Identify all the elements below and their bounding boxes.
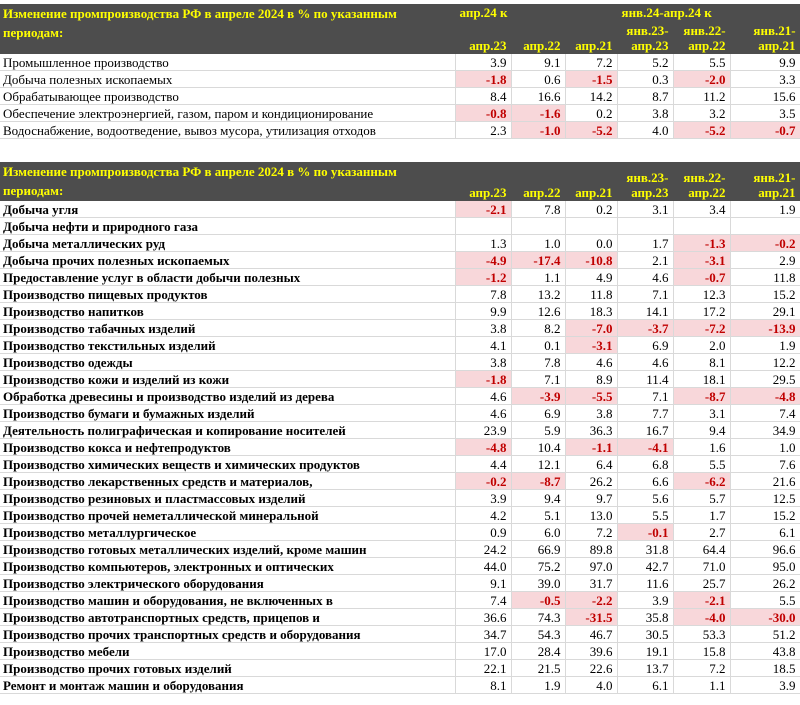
value-cell: 9.7: [565, 490, 617, 507]
value-cell: 9.9: [730, 54, 800, 71]
table-row: [0, 88, 800, 105]
value-cell: 2.1: [617, 252, 673, 269]
value-cell: 9.4: [511, 490, 565, 507]
value-cell: -0.2: [455, 473, 511, 490]
value-cell: 71.0: [673, 558, 730, 575]
value-cell: 2.0: [673, 337, 730, 354]
row-label: Деятельность полиграфическая и копирование носителей: [0, 422, 455, 439]
table2-col-header: апр.21: [565, 162, 617, 201]
table-row: [0, 371, 800, 388]
value-cell: -5.2: [673, 122, 730, 139]
row-label: Производство одежды: [0, 354, 455, 371]
value-cell: 7.1: [617, 286, 673, 303]
row-label: Производство химических веществ и химических продуктов: [0, 456, 455, 473]
value-cell: 11.2: [673, 88, 730, 105]
value-cell: 31.7: [565, 575, 617, 592]
table-row: [0, 303, 800, 320]
table1-col-header: апр.21: [565, 23, 617, 54]
row-label: Производство напитков: [0, 303, 455, 320]
value-cell: 0.2: [565, 105, 617, 122]
value-cell: 39.0: [511, 575, 565, 592]
value-cell: 1.1: [511, 269, 565, 286]
value-cell: 3.9: [730, 677, 800, 694]
value-cell: 5.9: [511, 422, 565, 439]
value-cell: 12.2: [730, 354, 800, 371]
value-cell: 8.9: [565, 371, 617, 388]
value-cell: 23.9: [455, 422, 511, 439]
value-cell: 30.5: [617, 626, 673, 643]
value-cell: 24.2: [455, 541, 511, 558]
table-row: [0, 235, 800, 252]
value-cell: 6.4: [565, 456, 617, 473]
table2-col-header: апр.23: [455, 162, 511, 201]
table1-group-jan-apr24: янв.24-апр.24 к: [617, 4, 800, 23]
value-cell: 0.6: [511, 71, 565, 88]
table-industry-breakdown: [0, 162, 800, 694]
value-cell: [617, 218, 673, 235]
value-cell: 3.1: [617, 201, 673, 218]
value-cell: 51.2: [730, 626, 800, 643]
row-label: Промышленное производство: [0, 54, 455, 71]
value-cell: 12.5: [730, 490, 800, 507]
value-cell: 21.5: [511, 660, 565, 677]
value-cell: 7.8: [511, 201, 565, 218]
value-cell: 7.2: [565, 524, 617, 541]
value-cell: -0.5: [511, 592, 565, 609]
table-row: [0, 558, 800, 575]
value-cell: [511, 218, 565, 235]
value-cell: 1.9: [730, 201, 800, 218]
row-label: Производство электрического оборудования: [0, 575, 455, 592]
value-cell: 6.8: [617, 456, 673, 473]
value-cell: 19.1: [617, 643, 673, 660]
value-cell: -1.8: [455, 371, 511, 388]
row-label: Обработка древесины и производство изделий из дерева: [0, 388, 455, 405]
value-cell: 22.6: [565, 660, 617, 677]
table-row: [0, 337, 800, 354]
value-cell: -2.0: [673, 71, 730, 88]
table-row: [0, 218, 800, 235]
value-cell: 14.2: [565, 88, 617, 105]
value-cell: -10.8: [565, 252, 617, 269]
table1-col-header: янв.21-апр.21: [730, 23, 800, 54]
value-cell: 21.6: [730, 473, 800, 490]
value-cell: 6.6: [617, 473, 673, 490]
value-cell: 4.0: [617, 122, 673, 139]
value-cell: 66.9: [511, 541, 565, 558]
value-cell: 6.1: [617, 677, 673, 694]
value-cell: 2.7: [673, 524, 730, 541]
table-row: [0, 71, 800, 88]
value-cell: -4.8: [455, 439, 511, 456]
value-cell: 4.6: [617, 354, 673, 371]
value-cell: -5.5: [565, 388, 617, 405]
value-cell: 64.4: [673, 541, 730, 558]
row-label: Производство прочих транспортных средств и оборудования: [0, 626, 455, 643]
value-cell: 3.8: [565, 405, 617, 422]
value-cell: -0.1: [617, 524, 673, 541]
table2-col-header: апр.22: [511, 162, 565, 201]
value-cell: [455, 218, 511, 235]
value-cell: 8.1: [455, 677, 511, 694]
value-cell: 2.3: [455, 122, 511, 139]
table-row: [0, 269, 800, 286]
value-cell: 44.0: [455, 558, 511, 575]
table-row: [0, 609, 800, 626]
value-cell: 5.7: [673, 490, 730, 507]
table-row: [0, 643, 800, 660]
value-cell: -8.7: [673, 388, 730, 405]
value-cell: 5.5: [730, 592, 800, 609]
value-cell: 11.4: [617, 371, 673, 388]
value-cell: 0.2: [565, 201, 617, 218]
value-cell: 9.1: [455, 575, 511, 592]
value-cell: 53.3: [673, 626, 730, 643]
row-label: Обеспечение электроэнергией, газом, паром и кондиционирование: [0, 105, 455, 122]
row-label: Производство компьютеров, электронных и оптических: [0, 558, 455, 575]
value-cell: 0.1: [511, 337, 565, 354]
spacer: [0, 148, 800, 162]
row-label: Предоставление услуг в области добычи полезных: [0, 269, 455, 286]
value-cell: 7.7: [617, 405, 673, 422]
table-row: [0, 660, 800, 677]
row-label: Добыча полезных ископаемых: [0, 71, 455, 88]
value-cell: 26.2: [565, 473, 617, 490]
value-cell: 36.6: [455, 609, 511, 626]
value-cell: 6.1: [730, 524, 800, 541]
value-cell: 39.6: [565, 643, 617, 660]
value-cell: 29.5: [730, 371, 800, 388]
value-cell: 3.8: [455, 320, 511, 337]
value-cell: 4.6: [455, 388, 511, 405]
value-cell: 97.0: [565, 558, 617, 575]
value-cell: 16.7: [617, 422, 673, 439]
value-cell: 3.8: [455, 354, 511, 371]
value-cell: 95.0: [730, 558, 800, 575]
value-cell: 3.4: [673, 201, 730, 218]
table-row: [0, 252, 800, 269]
row-label: Добыча угля: [0, 201, 455, 218]
value-cell: -4.8: [730, 388, 800, 405]
value-cell: 1.9: [730, 337, 800, 354]
value-cell: -3.1: [673, 252, 730, 269]
value-cell: -17.4: [511, 252, 565, 269]
value-cell: 8.2: [511, 320, 565, 337]
value-cell: -3.7: [617, 320, 673, 337]
row-label: Производство табачных изделий: [0, 320, 455, 337]
value-cell: -2.1: [455, 201, 511, 218]
value-cell: 7.4: [455, 592, 511, 609]
value-cell: 6.9: [617, 337, 673, 354]
row-label: Обрабатывающее производство: [0, 88, 455, 105]
table-row: [0, 54, 800, 71]
value-cell: -3.1: [565, 337, 617, 354]
table-row: [0, 575, 800, 592]
value-cell: 13.0: [565, 507, 617, 524]
value-cell: 17.2: [673, 303, 730, 320]
table-row: [0, 320, 800, 337]
value-cell: 8.4: [455, 88, 511, 105]
value-cell: [730, 218, 800, 235]
row-label: Производство прочих готовых изделий: [0, 660, 455, 677]
value-cell: 9.1: [511, 54, 565, 71]
value-cell: -7.0: [565, 320, 617, 337]
table-row: [0, 286, 800, 303]
value-cell: -0.7: [673, 269, 730, 286]
value-cell: 2.9: [730, 252, 800, 269]
value-cell: 89.8: [565, 541, 617, 558]
value-cell: 7.6: [730, 456, 800, 473]
table2-header-row: [0, 162, 800, 201]
value-cell: 75.2: [511, 558, 565, 575]
value-cell: 3.9: [617, 592, 673, 609]
table2-col-header: янв.21-апр.21: [730, 162, 800, 201]
value-cell: 7.8: [511, 354, 565, 371]
value-cell: 5.5: [673, 54, 730, 71]
value-cell: 13.7: [617, 660, 673, 677]
value-cell: 15.8: [673, 643, 730, 660]
value-cell: 7.8: [455, 286, 511, 303]
value-cell: -4.1: [617, 439, 673, 456]
value-cell: -0.2: [730, 235, 800, 252]
value-cell: 4.6: [565, 354, 617, 371]
value-cell: -4.0: [673, 609, 730, 626]
value-cell: 26.2: [730, 575, 800, 592]
value-cell: 5.5: [617, 507, 673, 524]
value-cell: 15.6: [730, 88, 800, 105]
value-cell: 3.1: [673, 405, 730, 422]
value-cell: -4.9: [455, 252, 511, 269]
table-row: [0, 105, 800, 122]
value-cell: -1.6: [511, 105, 565, 122]
value-cell: 11.6: [617, 575, 673, 592]
value-cell: -30.0: [730, 609, 800, 626]
row-label: Добыча нефти и природного газа: [0, 218, 455, 235]
table2-title: Изменение промпроизводства РФ в апреле 2024 в % по указанным периодам:: [0, 162, 455, 201]
value-cell: 3.3: [730, 71, 800, 88]
table-row: [0, 507, 800, 524]
value-cell: 6.9: [511, 405, 565, 422]
row-label: Производство мебели: [0, 643, 455, 660]
value-cell: 5.2: [617, 54, 673, 71]
table1-title: Изменение промпроизводства РФ в апреле 2024 в % по указанным периодам:: [0, 4, 455, 54]
table1-group-header-row: [0, 4, 800, 23]
value-cell: 36.3: [565, 422, 617, 439]
value-cell: 34.9: [730, 422, 800, 439]
value-cell: -7.2: [673, 320, 730, 337]
value-cell: 3.2: [673, 105, 730, 122]
value-cell: 22.1: [455, 660, 511, 677]
value-cell: 7.1: [617, 388, 673, 405]
value-cell: 12.6: [511, 303, 565, 320]
value-cell: -1.1: [565, 439, 617, 456]
value-cell: 7.4: [730, 405, 800, 422]
table-row: [0, 354, 800, 371]
value-cell: -0.8: [455, 105, 511, 122]
value-cell: 34.7: [455, 626, 511, 643]
value-cell: 74.3: [511, 609, 565, 626]
value-cell: 0.9: [455, 524, 511, 541]
value-cell: [673, 218, 730, 235]
table-row: [0, 388, 800, 405]
table-row: [0, 122, 800, 139]
value-cell: 1.1: [673, 677, 730, 694]
value-cell: 1.3: [455, 235, 511, 252]
table-row: [0, 524, 800, 541]
row-label: Производство кожи и изделий из кожи: [0, 371, 455, 388]
value-cell: -2.2: [565, 592, 617, 609]
value-cell: 18.3: [565, 303, 617, 320]
value-cell: 18.5: [730, 660, 800, 677]
value-cell: -1.2: [455, 269, 511, 286]
value-cell: 31.8: [617, 541, 673, 558]
value-cell: 1.7: [673, 507, 730, 524]
value-cell: 1.0: [730, 439, 800, 456]
value-cell: 6.0: [511, 524, 565, 541]
row-label: Производство лекарственных средств и материалов,: [0, 473, 455, 490]
value-cell: 17.0: [455, 643, 511, 660]
value-cell: 1.0: [511, 235, 565, 252]
value-cell: 7.2: [673, 660, 730, 677]
table-row: [0, 490, 800, 507]
value-cell: 29.1: [730, 303, 800, 320]
value-cell: 43.8: [730, 643, 800, 660]
value-cell: 7.2: [565, 54, 617, 71]
value-cell: 5.1: [511, 507, 565, 524]
value-cell: 3.9: [455, 490, 511, 507]
table-row: [0, 541, 800, 558]
value-cell: [565, 218, 617, 235]
value-cell: 35.8: [617, 609, 673, 626]
value-cell: 4.0: [565, 677, 617, 694]
value-cell: 1.7: [617, 235, 673, 252]
value-cell: 11.8: [565, 286, 617, 303]
value-cell: 4.6: [455, 405, 511, 422]
value-cell: 54.3: [511, 626, 565, 643]
value-cell: 15.2: [730, 286, 800, 303]
value-cell: 18.1: [673, 371, 730, 388]
row-label: Производство пищевых продуктов: [0, 286, 455, 303]
value-cell: -31.5: [565, 609, 617, 626]
row-label: Производство текстильных изделий: [0, 337, 455, 354]
table-main-indicators: [0, 4, 800, 139]
row-label: Производство бумаги и бумажных изделий: [0, 405, 455, 422]
table2-col-header: янв.22-апр.22: [673, 162, 730, 201]
row-label: Производство готовых металлических изделий, кроме машин: [0, 541, 455, 558]
value-cell: 4.1: [455, 337, 511, 354]
value-cell: 14.1: [617, 303, 673, 320]
value-cell: 3.8: [617, 105, 673, 122]
row-label: Добыча прочих полезных ископаемых: [0, 252, 455, 269]
table-row: [0, 473, 800, 490]
value-cell: -1.3: [673, 235, 730, 252]
value-cell: 9.9: [455, 303, 511, 320]
table1-col-header: янв.23-апр.23: [617, 23, 673, 54]
value-cell: 7.1: [511, 371, 565, 388]
table-row: [0, 422, 800, 439]
row-label: Производство резиновых и пластмассовых изделий: [0, 490, 455, 507]
value-cell: 1.9: [511, 677, 565, 694]
value-cell: 0.3: [617, 71, 673, 88]
value-cell: 46.7: [565, 626, 617, 643]
table1-col-header: апр.23: [455, 23, 511, 54]
value-cell: 28.4: [511, 643, 565, 660]
value-cell: -1.8: [455, 71, 511, 88]
value-cell: 1.6: [673, 439, 730, 456]
value-cell: -1.0: [511, 122, 565, 139]
value-cell: 8.1: [673, 354, 730, 371]
row-label: Производство машин и оборудования, не включенных в: [0, 592, 455, 609]
value-cell: 25.7: [673, 575, 730, 592]
table-row: [0, 456, 800, 473]
row-label: Добыча металлических руд: [0, 235, 455, 252]
value-cell: -3.9: [511, 388, 565, 405]
table-row: [0, 439, 800, 456]
value-cell: 4.6: [617, 269, 673, 286]
value-cell: -2.1: [673, 592, 730, 609]
value-cell: -8.7: [511, 473, 565, 490]
row-label: Производство прочей неметаллической минеральной: [0, 507, 455, 524]
table1-col-header: янв.22-апр.22: [673, 23, 730, 54]
value-cell: 9.4: [673, 422, 730, 439]
table-row: [0, 201, 800, 218]
table-row: [0, 592, 800, 609]
value-cell: 4.4: [455, 456, 511, 473]
table-row: [0, 626, 800, 643]
value-cell: 12.3: [673, 286, 730, 303]
row-label: Производство автотранспортных средств, прицепов и: [0, 609, 455, 626]
value-cell: -6.2: [673, 473, 730, 490]
row-label: Ремонт и монтаж машин и оборудования: [0, 677, 455, 694]
value-cell: 8.7: [617, 88, 673, 105]
value-cell: -0.7: [730, 122, 800, 139]
value-cell: 13.2: [511, 286, 565, 303]
value-cell: 11.8: [730, 269, 800, 286]
value-cell: 96.6: [730, 541, 800, 558]
value-cell: 15.2: [730, 507, 800, 524]
value-cell: 16.6: [511, 88, 565, 105]
value-cell: 0.0: [565, 235, 617, 252]
table1-group-apr24: апр.24 к: [455, 4, 617, 23]
value-cell: 4.9: [565, 269, 617, 286]
table-row: [0, 405, 800, 422]
value-cell: 42.7: [617, 558, 673, 575]
row-label: Водоснабжение, водоотведение, вывоз мусора, утилизация отходов: [0, 122, 455, 139]
value-cell: 5.5: [673, 456, 730, 473]
value-cell: 5.6: [617, 490, 673, 507]
value-cell: 12.1: [511, 456, 565, 473]
value-cell: -13.9: [730, 320, 800, 337]
value-cell: 3.5: [730, 105, 800, 122]
table2-col-header: янв.23-апр.23: [617, 162, 673, 201]
row-label: Производство металлургическое: [0, 524, 455, 541]
table-row: [0, 677, 800, 694]
value-cell: -5.2: [565, 122, 617, 139]
table1-col-header: апр.22: [511, 23, 565, 54]
row-label: Производство кокса и нефтепродуктов: [0, 439, 455, 456]
value-cell: 10.4: [511, 439, 565, 456]
value-cell: -1.5: [565, 71, 617, 88]
value-cell: 4.2: [455, 507, 511, 524]
value-cell: 3.9: [455, 54, 511, 71]
